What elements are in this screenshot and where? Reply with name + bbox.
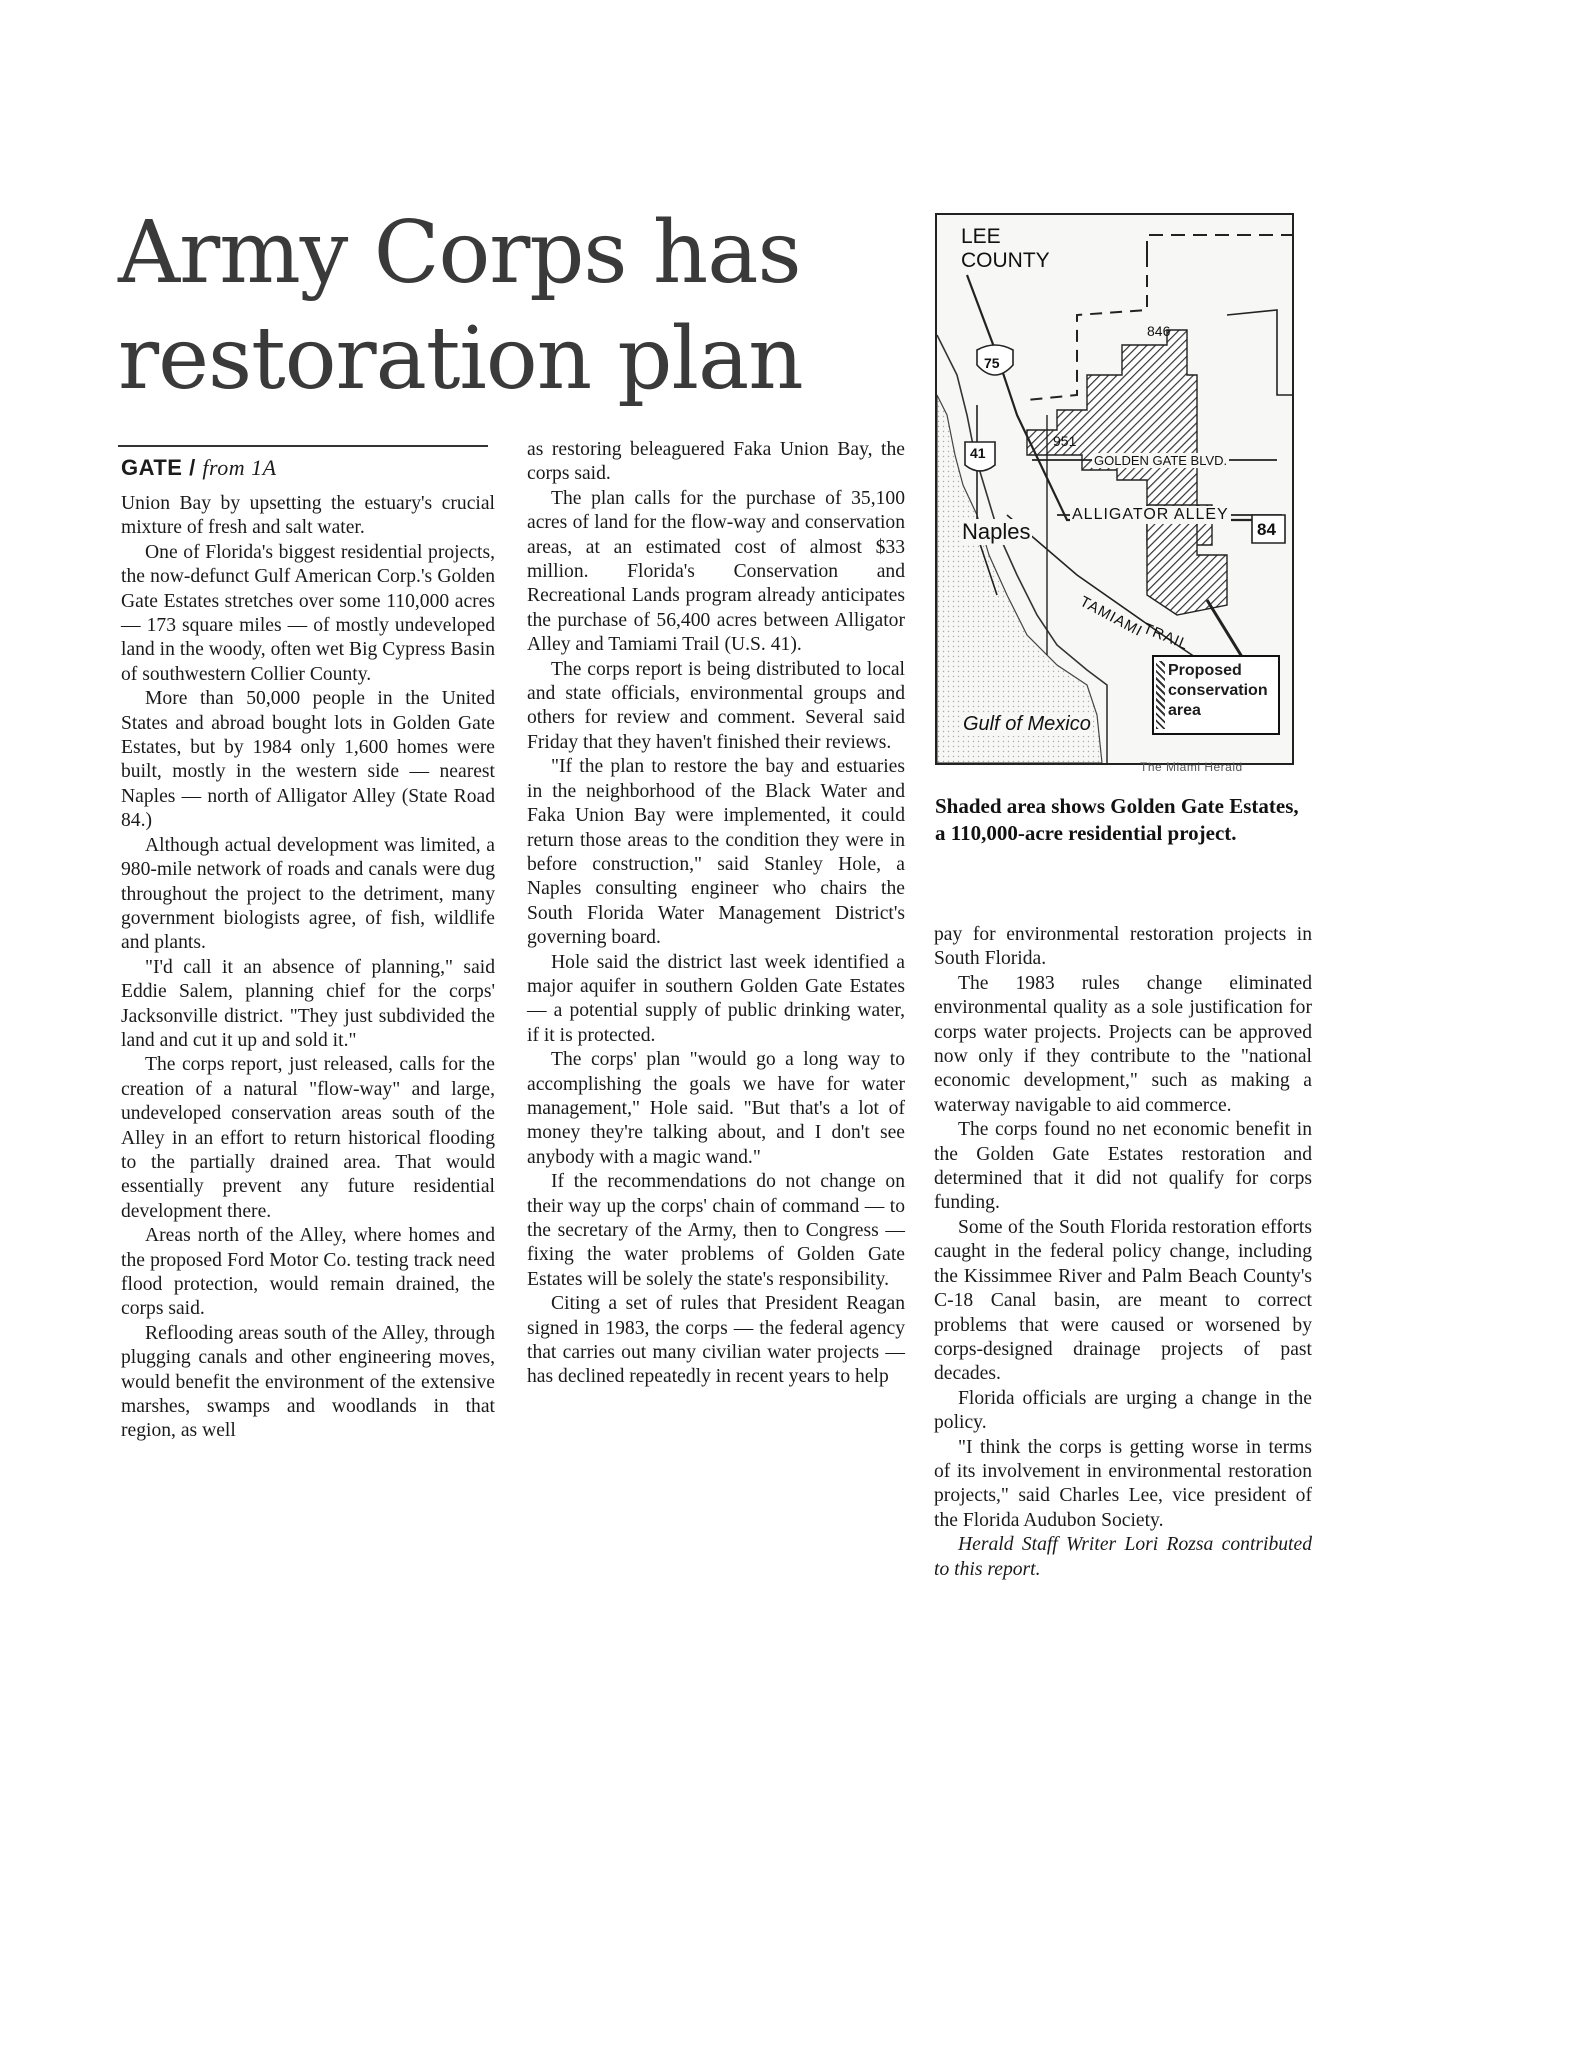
byline: Herald Staff Writer Lori Rozsa contributed to this report. bbox=[934, 1534, 1312, 1580]
paragraph: "If the plan to restore the bay and estuaries in the neighborhood of the Black Water and Faka Union Bay were implemented, it could return those areas to the condition they were in before construction," said Stanley Hole, a Naples consulting engineer who chairs the South Florida Water Management District's governing board. bbox=[527, 756, 905, 949]
paragraph: The corps report, just released, calls for the creation of a natural "flow-way" and large, undeveloped conservation areas south of the Alley in an effort to return historical flooding to the partially drained area. That would essentially prevent any future residential development there. bbox=[121, 1054, 495, 1222]
article-column-3 bbox=[934, 923, 1312, 1582]
route-41-label: 41 bbox=[970, 445, 986, 461]
paragraph: Some of the South Florida restoration efforts caught in the federal policy change, including the Kissimmee River and Palm Beach County's C-18 Canal basin, are meant to correct problems that were caused or worsened by corps-designed drainage projects of past decades. bbox=[934, 1216, 1312, 1385]
jump-from: from 1A bbox=[202, 455, 277, 480]
paragraph: The 1983 rules change eliminated environmental quality as a sole justification for corps water projects. Projects can be approved now only if they contribute to the "national economic development," such as making a waterway navigable to aid commerce. bbox=[934, 972, 1312, 1116]
paragraph: pay for environmental restoration projects in South Florida. bbox=[934, 924, 1312, 970]
paragraph: One of Florida's biggest residential projects, the now-defunct Gulf American Corp.'s Golden Gate Estates stretches over some 110,000 acres — 173 square miles — of mostly undeveloped land in the woody, often wet Big Cypress Basin of southwestern Collier County. bbox=[121, 541, 495, 685]
naples-label: Naples bbox=[962, 519, 1031, 544]
paragraph: The corps found no net economic benefit in the Golden Gate Estates restoration and determined that it did not qualify for corps funding. bbox=[934, 1119, 1312, 1214]
paragraph: The plan calls for the purchase of 35,100 acres of land for the flow-way and conservation areas, at an estimated cost of almost $33 million. Florida's Conservation and Recreational Lands program already anticipates the purchase of 56,400 acres between Alligator Alley and Tamiami Trail (U.S. 41). bbox=[527, 487, 905, 656]
article-column-1 bbox=[121, 492, 495, 1444]
paragraph: Citing a set of rules that President Reagan signed in 1983, the corps — the federal agency that carries out many civilian water projects — has declined repeatedly in recent years to help bbox=[527, 1293, 905, 1388]
jump-label: GATE / bbox=[121, 455, 196, 480]
tamiami-label: TAMIAMI bbox=[1077, 593, 1146, 641]
column-rule bbox=[118, 445, 488, 447]
location-map bbox=[935, 213, 1294, 765]
map-legend bbox=[1152, 655, 1280, 735]
headline-line-1: Army Corps has bbox=[118, 203, 801, 303]
paragraph: Although actual development was limited, a 980-mile network of roads and canals were dug throughout the project to the detriment, many government biologists agree, of fish, wildlife and plants. bbox=[121, 834, 495, 954]
route-846-label: 846 bbox=[1147, 323, 1171, 339]
paragraph: as restoring beleaguered Faka Union Bay, the corps said. bbox=[527, 439, 905, 485]
paragraph: The corps report is being distributed to local and state officials, environmental groups and others for review and comment. Several said Friday that they haven't finished their reviews. bbox=[527, 658, 905, 753]
legend-label: Proposed conservation area bbox=[1168, 662, 1268, 719]
trail-label: TRAIL bbox=[1140, 620, 1192, 654]
paragraph: Florida officials are urging a change in the policy. bbox=[934, 1387, 1312, 1434]
paragraph: "I'd call it an absence of planning," said Eddie Salem, planning chief for the corps' Jacksonville district. "They just subdivided the land and cut it up and sold it." bbox=[121, 956, 495, 1051]
legend-swatch bbox=[1156, 661, 1165, 729]
paragraph: Areas north of the Alley, where homes and the proposed Ford Motor Co. testing track need flood protection, would remain drained, the corps said. bbox=[121, 1225, 495, 1320]
gulf-label: Gulf of Mexico bbox=[963, 713, 1091, 735]
route-75-label: 75 bbox=[984, 355, 1000, 371]
route-84-label: 84 bbox=[1257, 520, 1276, 539]
article-column-2 bbox=[527, 438, 905, 1390]
map-credit: The Miami Herald bbox=[1140, 760, 1243, 774]
alligator-alley-label: ALLIGATOR ALLEY bbox=[1072, 506, 1229, 523]
paragraph: "I think the corps is getting worse in terms of its involvement in environmental restoration projects," said Charles Lee, vice president of the Florida Audubon Society. bbox=[934, 1436, 1312, 1531]
jump-line bbox=[121, 455, 277, 481]
paragraph: Hole said the district last week identified a major aquifer in southern Golden Gate Estates — a potential supply of public drinking water, if it is protected. bbox=[527, 951, 905, 1046]
paragraph: More than 50,000 people in the United States and abroad bought lots in Golden Gate Estates, but by 1984 only 1,600 homes were built, mostly in the western side — nearest Naples — north of Alligator Alley (State Road 84.) bbox=[121, 688, 495, 832]
headline bbox=[118, 200, 908, 412]
paragraph: If the recommendations do not change on their way up the corps' chain of command — to the secretary of the Army, then to Congress — fixing the water problems of Golden Gate Estates will be solely the state's responsibility. bbox=[527, 1171, 905, 1290]
map-caption: Shaded area shows Golden Gate Estates, a 110,000-acre residential project. bbox=[935, 794, 1299, 845]
paragraph: Union Bay by upsetting the estuary's crucial mixture of fresh and salt water. bbox=[121, 493, 495, 539]
paragraph: The corps' plan "would go a long way to accomplishing the goals we have for water management," Hole said. "But that's a lot of money they're talking about, and I don't see anybody with a magic wand." bbox=[527, 1049, 905, 1168]
golden-gate-blvd-label: GOLDEN GATE BLVD. bbox=[1094, 453, 1228, 468]
county-line-east bbox=[1227, 310, 1292, 395]
headline-line-2: restoration plan bbox=[118, 309, 803, 409]
paragraph: Reflooding areas south of the Alley, through plugging canals and other engineering moves, would benefit the environment of the extensive marshes, swamps and woodlands in that region, as well bbox=[121, 1322, 495, 1442]
lee-county-label: LEE COUNTY bbox=[961, 225, 1050, 272]
route-951-label: 951 bbox=[1053, 433, 1077, 449]
county-line bbox=[1147, 235, 1292, 255]
